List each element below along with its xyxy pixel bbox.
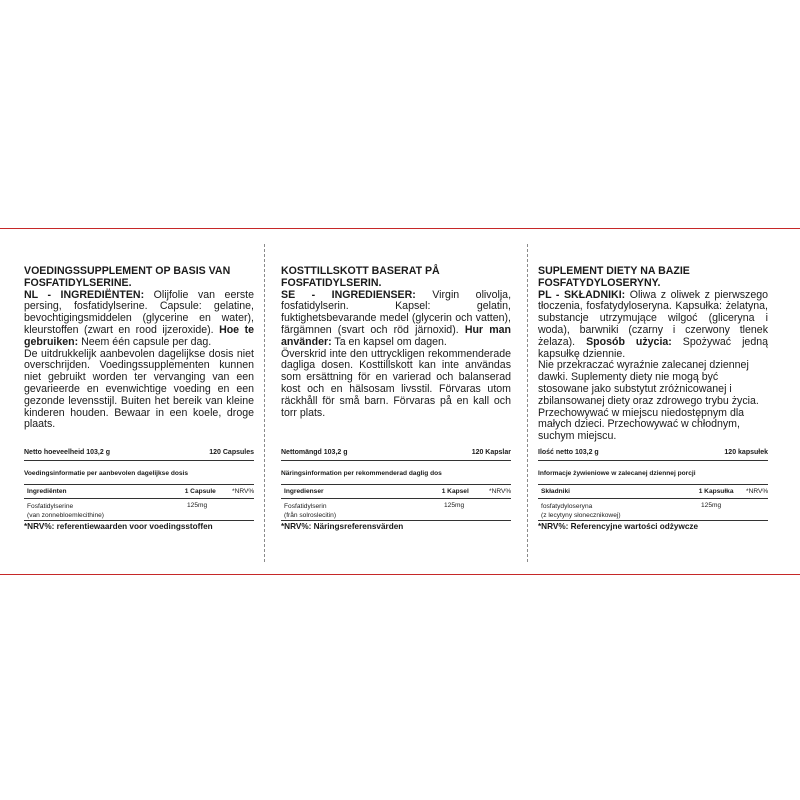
col-dose: 1 Kapsel [441,488,469,495]
panel-divider-1 [264,244,265,562]
ingredients-label: NL - INGREDIËNTEN: [24,288,145,301]
row-source: (från solroslecitin) [284,512,337,519]
net-count: 120 Capsules [209,449,254,456]
row-source: (van zonnebloemlecithine) [27,512,104,519]
table-header [538,484,768,499]
row-source: (z lecytyny słonecznikowej) [541,512,621,519]
ingredients-body: Virgin olivolja, fosfatidylserin. Kapsel: gelatin, fuktighetsbevarande medel (glycerin och vatten), färgämnen (svart och röd järnoxid). [281,288,512,336]
net-label: Nettomängd 103,2 g [281,449,348,456]
ingredients-label: PL - SKŁADNIKI: [538,288,626,301]
nutrition-table [538,484,768,523]
panel-heading: KOSTTILLSKOTT BASERAT PÅ FOSFATIDYLSERIN. [281,265,440,289]
panel-heading: SUPLEMENT DIETY NA BAZIE FOSFATYDYLOSERYNY. [538,265,690,289]
row-amount: 125mg [187,502,208,509]
net-count: 120 kapsułek [724,449,768,456]
warnings-text: Överskrid inte den uttryckligen rekommenderade dagliga dosen. Kosttillskott kan inte användas som ersättning för en varierad och balanserad kost och en hälsosam livsstil. Förvaras utom räckhåll för små barn. Förvaras på en kall och torr plats. [281,347,511,419]
nutrition-title: Voedingsinformatie per aanbevolen dagelijkse dosis [24,470,189,477]
nutrition-table [281,484,511,523]
warnings-text: De uitdrukkelijk aanbevolen dagelijkse dosis niet overschrijden. Voedingssupplementen kunnen niet gebruikt worden ter vervanging van een gevarieerde en evenwichtige voeding en een gezonde levensstijl. Buiten het bereik van kleine kinderen houden. Bewaar in een koele, droge plaats. [24,347,254,431]
row-name: Fosfatidylserine [27,503,74,510]
row-amount: 125mg [444,502,465,509]
usage-body: Ta en kapsel om dagen. [331,335,447,348]
nutrition-table [24,484,254,523]
usage-body: Neem één capsule per dag. [78,335,212,348]
net-quantity [24,449,254,456]
panel-heading: VOEDINGSSUPPLEMENT OP BASIS VAN FOSFATIDYLSERINE. [24,265,231,289]
nutrition-title: Näringsinformation per rekommenderad daglig dos [281,470,442,477]
ingredients-body: Olijfolie van eerste persing, fosfatidylserine. Capsule: gelatine, bevochtigingsmiddelen (glycerine en water), kleurstoffen (zwart en rood ijzeroxide). [24,288,255,336]
row-name: fosfatydyloseryna [541,503,593,510]
net-divider [281,460,511,461]
usage-body: Spożywać jedną kapsułkę dziennie. [538,335,768,360]
net-quantity [281,449,511,456]
nrv-footnote: *NRV%: Näringsreferensvärden [281,520,511,531]
net-quantity [538,449,768,456]
col-dose: 1 Capsule [184,488,216,495]
col-ingredients: Ingredienser [284,488,324,495]
nutrition-title: Informacje żywieniowe w zalecanej dziennej porcji [538,470,696,477]
ingredients-text [24,290,254,349]
net-label: Ilość netto 103,2 g [538,449,599,456]
ingredients-body: Oliwa z oliwek z pierwszego tłoczenia, fosfatydyloseryna. Kapsułka: żelatyna, substancje utrzymujące wilgoć (gliceryna i woda), barwniki (czarny i czerwony tlenek żelaza). [538,288,768,348]
ingredients-text [538,290,768,361]
nrv-footnote: *NRV%: referentiewaarden voor voedingsstoffen [24,520,254,531]
row-name: Fosfatidylserin [284,503,327,510]
net-label: Netto hoeveelheid 103,2 g [24,449,110,456]
col-nrv: *NRV% [746,488,769,495]
col-nrv: *NRV% [232,488,255,495]
table-header [24,484,254,499]
panel-divider-2 [527,244,528,562]
usage-label: Hoe te gebruiken: [24,323,254,348]
nrv-footnote: *NRV%: Referencyjne wartości odżywcze [538,520,768,531]
table-header [281,484,511,499]
net-divider [24,460,254,461]
row-amount: 125mg [701,502,722,509]
col-ingredients: Składniki [541,488,570,495]
col-nrv: *NRV% [489,488,512,495]
col-dose: 1 Kapsułka [698,488,734,495]
net-divider [538,460,768,461]
ingredients-label: SE - INGREDIENSER: [281,288,416,301]
usage-label: Hur man använder: [281,323,511,348]
ingredients-text [281,290,511,349]
col-ingredients: Ingrediënten [27,488,67,495]
net-count: 120 Kapslar [471,449,511,456]
usage-label: Sposób użycia: [586,335,672,348]
warnings-text: Nie przekraczać wyraźnie zalecanej dziennej dawki. Suplementy diety nie mogą być stosowane jako substytut zróżnicowanej i zbilansowanej diety oraz zdrowego trybu życia. Przechowywać w miejscu niedostępnym dla małych dzieci. Przechowywać w chłodnym, suchym miejscu. [538,359,759,443]
